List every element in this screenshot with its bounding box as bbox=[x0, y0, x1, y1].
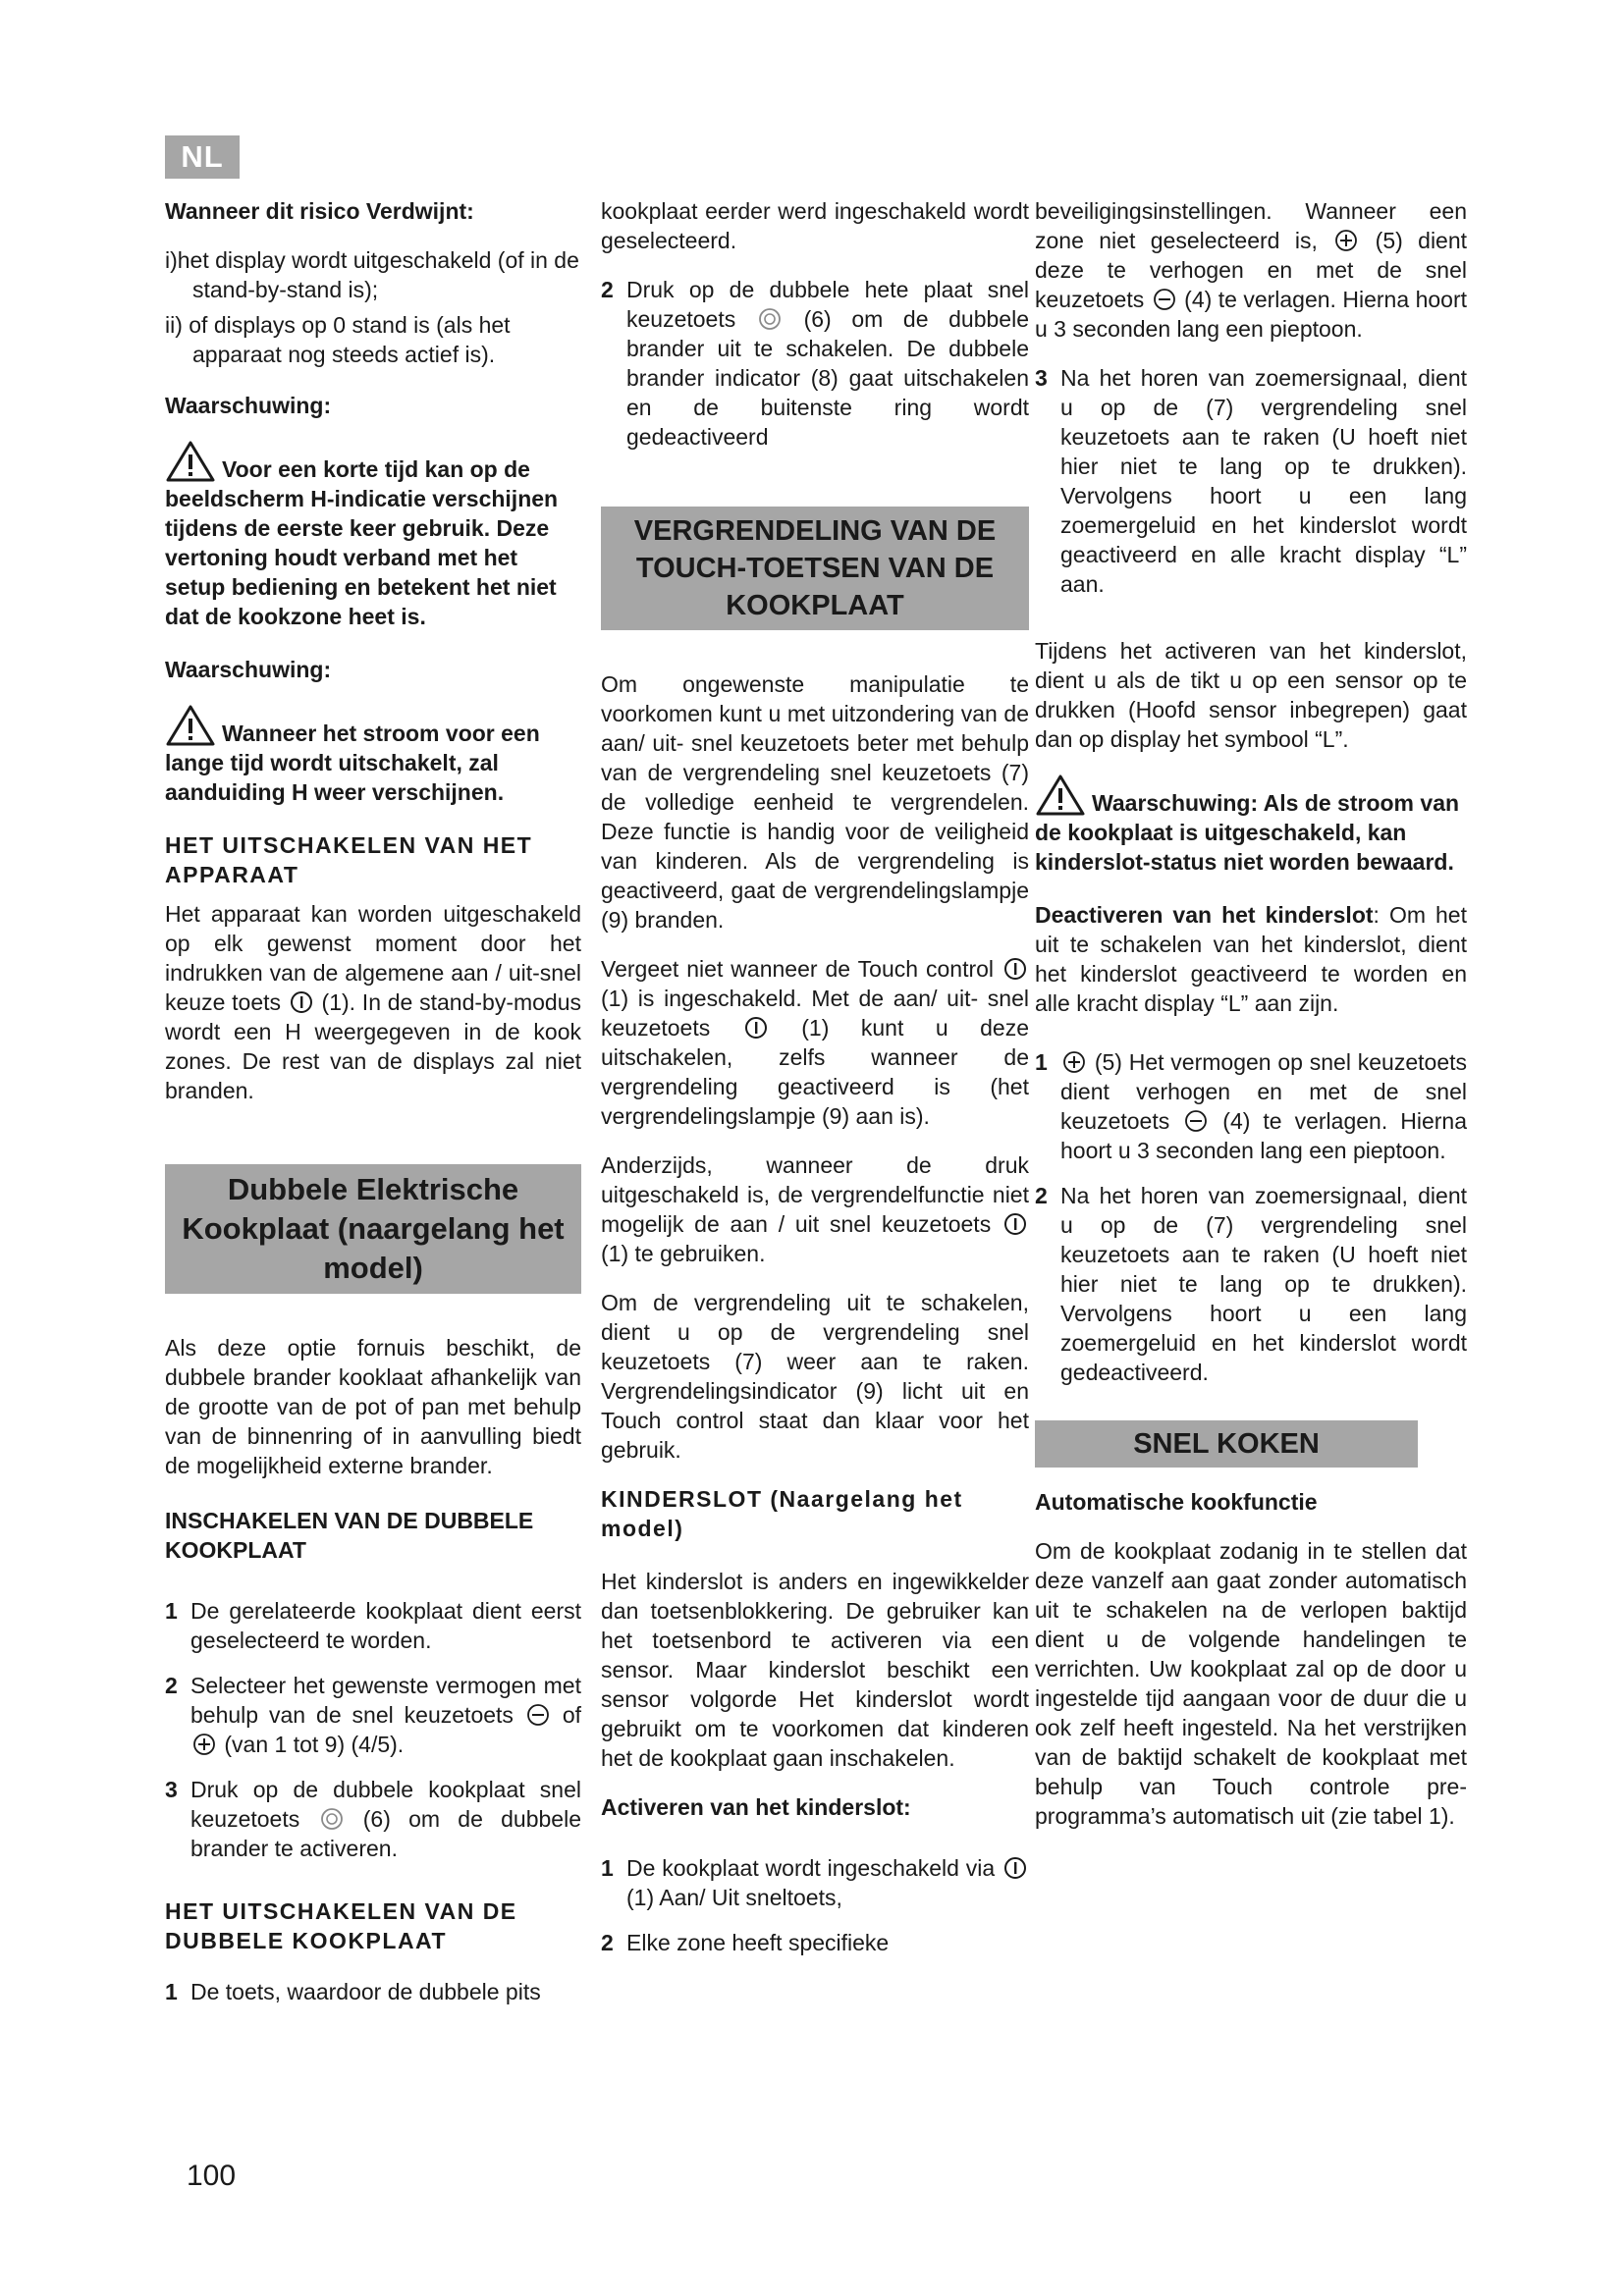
switch-off-paragraph bbox=[165, 899, 581, 1105]
lock-paragraph-1: Om ongewenste manipulatie te voorkomen kunt u met uitzondering van de aan/ uit- snel keuzetoets beter met behulp van de vergrendeling snel keuzetoets (7) de volledige eenheid te vergrendelen. Deze functie is handig voor de veiligheid van kinderen. Als de vergrendeling is geactiveerd, gaat de vergrendelingslampje (9) branden. bbox=[601, 671, 1029, 933]
list-item bbox=[601, 1853, 1029, 1912]
activating-paragraph: Tijdens het activeren van het kinderslot, dient u als de tikt u op een sensor op te drukken (Hoofd sensor inbegrepen) gaat dan op display het symbool “L”. bbox=[1035, 638, 1467, 752]
list-item bbox=[601, 275, 1029, 452]
minus-icon bbox=[1153, 288, 1176, 311]
step-number: 2 bbox=[165, 1673, 178, 1698]
heading-switch-off-double: HET UITSCHAKELEN VAN DE DUBBELE KOOKPLAAT bbox=[165, 1898, 517, 1953]
list-item bbox=[601, 1928, 1029, 1957]
dual-zone-icon bbox=[758, 307, 782, 331]
list-item bbox=[165, 1977, 581, 2006]
list-item: ii) of displays op 0 stand is (als het apparaat nog steeds actief is). bbox=[165, 312, 511, 367]
warning-block-2 bbox=[165, 704, 581, 807]
list-item: i)het display wordt uitgeschakeld (of in de stand-by-stand is); bbox=[165, 247, 579, 302]
heading-risk: Wanneer dit risico Verdwijnt: bbox=[165, 198, 474, 224]
text-span: Anderzijds, wanneer de druk uitgeschakeld is, de vergrendelfunctie niet mogelijk de aan / uit snel keuzetoets bbox=[601, 1152, 1029, 1237]
text-span: Druk op de dubbele hete plaat snel keuzetoets bbox=[626, 277, 1029, 332]
minus-icon bbox=[1184, 1109, 1208, 1133]
lock-paragraph-4: Om de vergrendeling uit te schakelen, dient u op de vergrendeling snel keuzetoets (7) weer aan te raken. Vergrendelingsindicator (9) licht uit en Touch control staat dan klaar voor het gebruik. bbox=[601, 1290, 1029, 1463]
text-span: (6) om de dubbele brander uit te schakelen. De dubbele brander indicator (8) gaat uitschakelen en de buitenste ring wordt gedeactiveerd bbox=[626, 306, 1030, 450]
heading-switch-on-double: INSCHAKELEN VAN DE DUBBELE KOOKPLAAT bbox=[165, 1508, 534, 1563]
warning-text-3: Waarschuwing: Als de stroom van de kookplaat is uitgeschakeld, kan kinderslot-status niet worden bewaard. bbox=[1035, 790, 1460, 875]
power-icon bbox=[1003, 1212, 1027, 1236]
text-span: De kookplaat wordt ingeschakeld via bbox=[626, 1855, 996, 1881]
step-number: 2 bbox=[601, 277, 614, 302]
list-item bbox=[165, 1596, 581, 1655]
list-item bbox=[1035, 1181, 1467, 1387]
text-span: (1) is ingeschakeld. Met de aan/ uit- snel keuzetoets bbox=[601, 986, 1029, 1041]
step-number: 1 bbox=[165, 1598, 178, 1624]
step-number: 1 bbox=[601, 1855, 614, 1881]
heading-childlock: KINDERSLOT (Naargelang het model) bbox=[601, 1486, 963, 1541]
lock-paragraph-3 bbox=[601, 1150, 1029, 1268]
banner-touch-lock: VERGRENDELING VAN DE TOUCH-TOETSEN VAN DE KOOKPLAAT bbox=[601, 507, 1029, 630]
step-text: De toets, waardoor de dubbele pits bbox=[190, 1979, 541, 2004]
step-number: 1 bbox=[165, 1979, 178, 2004]
step-text bbox=[190, 1671, 581, 1759]
lock-paragraph-2 bbox=[601, 954, 1029, 1131]
risk-list bbox=[165, 245, 581, 369]
column-1 bbox=[165, 196, 581, 2022]
text-span: (5) dient deze te verhogen en met de snel keuzetoets bbox=[1035, 228, 1468, 312]
step-text bbox=[626, 275, 1029, 452]
warning-triangle-icon bbox=[1035, 774, 1086, 817]
minus-icon bbox=[526, 1703, 550, 1727]
heading-activate-childlock: Activeren van het kinderslot: bbox=[601, 1794, 911, 1820]
heading-switch-off: HET UITSCHAKELEN VAN HET APPARAAT bbox=[165, 832, 533, 887]
column-3 bbox=[1035, 196, 1467, 1850]
deactivate-label: Deactiveren van het kinderslot bbox=[1035, 902, 1374, 928]
plus-icon bbox=[192, 1733, 216, 1756]
list-item bbox=[165, 1671, 581, 1759]
dual-zone-icon bbox=[320, 1807, 344, 1831]
power-icon bbox=[744, 1016, 768, 1040]
list-item bbox=[165, 1775, 581, 1863]
text-span: (1). In de stand-by-modus wordt een H weergegeven in de kook zones. De rest van de displays zal niet branden. bbox=[165, 989, 582, 1103]
warning-block-1 bbox=[165, 440, 581, 631]
continued-text: kookplaat eerder werd ingeschakeld wordt geselecteerd. bbox=[601, 198, 1029, 253]
plus-icon bbox=[1334, 229, 1358, 252]
column-2 bbox=[601, 196, 1029, 1973]
banner-double-hob: Dubbele Elektrische Kookplaat (naargelang het model) bbox=[165, 1164, 581, 1294]
childlock-paragraph: Het kinderslot is anders en ingewikkelder dan toetsenblokkering. De gebruiker kan het toetsenbord te activeren via een sensor. Maar kinderslot beschikt een sensor volgorde Het kinderslot wordt gebruikt om te voorkomen dat kinderen het de kookplaat gaan inschakelen. bbox=[601, 1569, 1029, 1771]
warning-triangle-icon bbox=[165, 704, 216, 747]
text-span: (6) om de dubbele brander te activeren. bbox=[190, 1806, 581, 1861]
step-number: 2 bbox=[1035, 1183, 1048, 1208]
warning-text-1: Voor een korte tijd kan op de beeldscherm H-indicatie verschijnen tijdens de eerste keer gebruik. Deze vertoning houdt verband met het setup bediening en betekent het niet dat de kookzone heet is. bbox=[165, 456, 559, 629]
double-intro: Als deze optie fornuis beschikt, de dubbele brander kooklaat afhankelijk van de grootte van de pot of pan met behulp van de binnenring of in aanvulling biedt de mogelijkheid externe brander. bbox=[165, 1335, 581, 1478]
text-span: (van 1 tot 9) (4/5). bbox=[224, 1732, 405, 1757]
text-span: Vergeet niet wanneer de Touch control bbox=[601, 956, 995, 982]
text-span: Selecteer het gewenste vermogen met behulp van de snel keuzetoets bbox=[190, 1673, 581, 1728]
power-icon bbox=[1003, 957, 1027, 981]
step-text: Na het horen van zoemersignaal, dient u op de (7) vergrendeling snel keuzetoets aan te raken (U hoeft niet hier niet te lang op te drukken). Vervolgens hoort u een lang zoemergeluid en het kinderslot wordt geactiveerd en alle kracht display “L” aan. bbox=[1060, 365, 1467, 597]
text-span: (1) Aan/ Uit sneltoets, bbox=[626, 1885, 842, 1910]
deactivate-paragraph bbox=[1035, 900, 1467, 1018]
list-item bbox=[1035, 363, 1467, 599]
power-icon bbox=[1003, 1856, 1027, 1880]
step-number: 3 bbox=[1035, 365, 1048, 391]
step-text bbox=[626, 1853, 1029, 1912]
text-span: (4) te verlagen. Hierna hoort u 3 seconden lang een pieptoon. bbox=[1035, 287, 1468, 342]
auto-cook-paragraph: Om de kookplaat zodanig in te stellen dat deze vanzelf aan gaat zonder automatisch uit te schakelen na de verlopen baktijd dient u de volgende handelingen te verrichten. Uw kookplaat zal op de door u ingestelde tijd aangaan voor de duur die u ook zelf heeft ingesteld. Na het verstrijken van de baktijd schakelt de kookplaat met behulp van Touch controle pre-programma’s automatisch uit (zie tabel 1). bbox=[1035, 1538, 1467, 1829]
continued-text bbox=[1035, 196, 1467, 344]
text-span: (1) te gebruiken. bbox=[601, 1241, 766, 1266]
step-text: Na het horen van zoemersignaal, dient u op de (7) vergrendeling snel keuzetoets aan te raken (U hoeft niet hier niet te lang op te drukken). Vervolgens hoort u een lang zoemergeluid en het kinderslot wordt gedeactiveerd. bbox=[1060, 1183, 1467, 1385]
step-number: 1 bbox=[1035, 1049, 1048, 1075]
warning-block-3 bbox=[1035, 774, 1467, 877]
page-number: 100 bbox=[187, 2160, 237, 2192]
text-span: (5) Het vermogen op snel keuzetoets dient verhogen en met de snel keuzetoets bbox=[1060, 1049, 1467, 1134]
warning-text-2: Wanneer het stroom voor een lange tijd wordt uitschakelt, zal aanduiding H weer verschijnen. bbox=[165, 721, 540, 805]
list-item bbox=[1035, 1047, 1467, 1165]
warning-label-2: Waarschuwing: bbox=[165, 657, 332, 682]
step-text: De gerelateerde kookplaat dient eerst geselecteerd te worden. bbox=[190, 1598, 581, 1653]
plus-icon bbox=[1062, 1050, 1086, 1074]
language-badge: NL bbox=[165, 135, 240, 179]
text-span: (1) kunt u deze uitschakelen, zelfs wanneer de vergrendeling geactiveerd is (het vergrendelingslampje (9) aan is). bbox=[601, 1015, 1029, 1129]
step-number: 2 bbox=[601, 1930, 614, 1955]
text-span: of bbox=[562, 1702, 582, 1728]
warning-triangle-icon bbox=[165, 440, 216, 483]
heading-auto-cook: Automatische kookfunctie bbox=[1035, 1489, 1318, 1515]
step-text: Elke zone heeft specifieke bbox=[626, 1930, 890, 1955]
step-text bbox=[190, 1775, 581, 1863]
step-text bbox=[1060, 1047, 1467, 1165]
banner-quick-cook: SNEL KOKEN bbox=[1035, 1420, 1418, 1468]
text-span: Druk op de dubbele kookplaat snel keuzetoets bbox=[190, 1777, 581, 1832]
text-span: beveiligingsinstellingen. Wanneer een zone niet geselecteerd is, bbox=[1035, 198, 1467, 253]
text-span: : Om het uit te schakelen van het kinderslot, dient het kinderslot geactiveerd te worden en alle kracht display “L” aan zijn. bbox=[1035, 902, 1467, 1016]
step-number: 3 bbox=[165, 1777, 178, 1802]
text-span: (4) te verlagen. Hierna hoort u 3 seconden lang een pieptoon. bbox=[1060, 1108, 1467, 1163]
text-span: Het apparaat kan worden uitgeschakeld op elk gewenst moment door het indrukken van de algemene aan / uit-snel keuze toets bbox=[165, 901, 581, 1015]
warning-label-1: Waarschuwing: bbox=[165, 393, 332, 418]
power-icon bbox=[290, 990, 313, 1014]
